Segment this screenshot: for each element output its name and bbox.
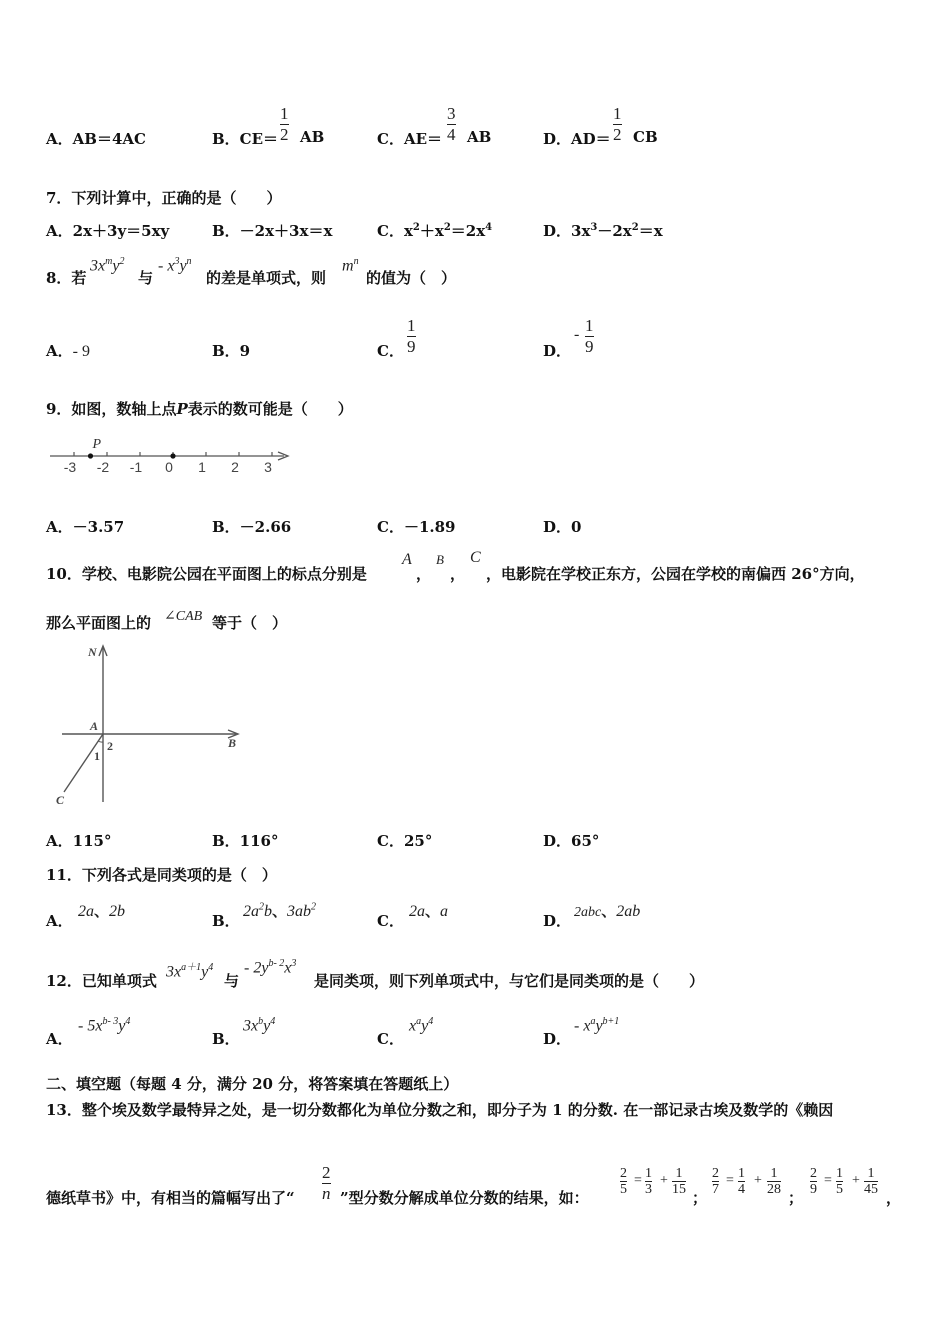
q8-m-power-n: $m^n$ [342,256,359,275]
q8-d-sign: - [574,326,580,343]
q10-line2-post: 等于（ ） [212,614,288,632]
tick-label: 3 [264,459,272,475]
label-2: 2 [107,739,113,753]
tick-label: -3 [63,459,77,475]
label-1: 1 [94,749,100,763]
tick-label: -1 [129,459,143,475]
q8-stem-prefix: 8．若 [46,269,87,287]
origin-dot [170,453,175,458]
ex1-plus: + [660,1173,668,1188]
q11-d-terms: 2abc、2ab [574,903,641,920]
q11-option-c[interactable]: C． [377,912,404,930]
ex2-frac-lhs: 2 7 [712,1166,719,1197]
q7-option-a[interactable]: A．2x＋3y＝5xy [46,222,170,240]
q6-c-fraction: $\frac{3}{4}$ [447,104,456,144]
q10-direction-figure [50,640,250,812]
label-a: A [90,719,99,733]
q8-option-b[interactable]: B．9 [212,342,251,360]
q10-point-c: C [470,549,481,566]
q9-option-d[interactable]: D．0 [543,518,582,536]
q10-comma-2: ， [450,565,466,583]
q12-option-d[interactable]: D． [543,1030,572,1048]
q10-point-b: B [436,552,444,567]
q10-option-a[interactable]: A．115° [46,832,112,850]
q6-c-tail: AB [467,128,492,146]
q10-stem-prefix: 10．学校、电影院公园在平面图上的标点分别是 [46,565,367,583]
point-p-dot [88,453,93,458]
q8-option-a[interactable]: A．- 9 [46,342,90,360]
ex1-eq: = [634,1173,642,1188]
q6-option-d[interactable]: D．AD＝ [543,130,611,148]
ex2-frac-b: 1 28 [767,1166,781,1197]
q9-option-a[interactable]: A．－3.57 [46,518,125,536]
q6-d-fraction: $\frac{1}{2}$ [613,104,622,144]
ex3-frac-lhs: 2 9 [810,1166,817,1197]
ex1-sep: ； [692,1189,708,1207]
label-b: B [228,736,237,750]
q9-number-line [44,432,300,480]
q12-stem-mid: 与 [224,972,240,990]
q8-option-c[interactable]: C． [377,342,404,360]
q6-option-a[interactable]: A．AB＝4AC [46,130,146,148]
ex2-frac-a: 1 4 [738,1166,745,1197]
ex3-plus: + [852,1173,860,1188]
q8-stem-post: 的差是单项式，则 [206,269,327,287]
ex1-frac-a: 1 3 [645,1166,652,1197]
q7-option-d[interactable]: D．$3x^3-2x^2=x$ [543,222,663,240]
q11-a-terms: 2a、2b [78,903,126,920]
q11-c-terms: 2a、a [409,903,449,920]
q13-2-over-n: $\frac{2}{n}$ [322,1163,331,1203]
tick-label: 0 [165,459,173,475]
q6-d-tail: CB [633,128,658,146]
q10-point-a: A [402,551,412,568]
q11-option-b[interactable]: B． [212,912,240,930]
q8-d-fraction: $\frac{1}{9}$ [585,316,594,356]
q12-term-2: - $2y^{b- 2}x^3$ [244,958,297,977]
q7-option-c[interactable]: C．$x^2+x^2=2x^4$ [377,222,493,240]
q10-angle: ∠CAB [164,609,203,624]
q13-line-2-prefix: 德纸草书》中，有相当的篇幅写出了“ [46,1189,295,1207]
q10-stem-post: ，电影院在学校正东方，公园在学校的南偏西 26°方向， [486,565,865,583]
point-p-label: P [92,437,102,452]
ex1-frac-b: 1 15 [672,1166,686,1197]
q12-stem-prefix: 12．已知单项式 [46,972,157,990]
q12-option-b[interactable]: B． [212,1030,240,1048]
q8-option-d[interactable]: D． [543,342,572,360]
q8-c-fraction: $\frac{1}{9}$ [407,316,416,356]
ex1-frac-lhs: 2 5 [620,1166,627,1197]
ex2-plus: + [754,1173,762,1188]
q13-line-2-post: ”型分数分解成单位分数的结果，如： [340,1189,589,1207]
q11-option-a[interactable]: A． [46,912,73,930]
q10-option-c[interactable]: C．25° [377,832,433,850]
q8-stem-end: 的值为（ ） [366,269,457,287]
q12-term-1: $3x^{a+1}y^4$ [166,962,214,981]
q12-d-term: - $x^ay^{b+1}$ [574,1016,620,1035]
ex3-frac-a: 1 5 [836,1166,843,1197]
q7-option-b[interactable]: B．－2x＋3x＝x [212,222,333,240]
q8-stem-mid: 与 [138,269,154,287]
q6-b-fraction: $\frac{1}{2}$ [280,104,289,144]
angle-arc [98,741,103,742]
ex3-frac-b: 1 45 [864,1166,878,1197]
q10-option-d[interactable]: D．65° [543,832,600,850]
q9-option-c[interactable]: C．－1.89 [377,518,456,536]
q6-option-b[interactable]: B．CE＝ [212,130,279,148]
q7-stem: 7．下列计算中，正确的是（ ） [46,189,282,207]
q9-stem: 9．如图，数轴上点P表示的数可能是（ ） [46,400,353,418]
q10-comma-1: ， [416,565,432,583]
q10-line2-prefix: 那么平面图上的 [46,614,152,632]
ex2-sep: ； [788,1189,804,1207]
q12-option-a[interactable]: A． [46,1030,73,1048]
q8-monomial-2: - $x^3y^n$ [158,256,192,275]
ray-ac [64,734,103,792]
q11-stem: 11．下列各式是同类项的是（ ） [46,866,277,884]
q13-line-1: 13．整个埃及数学最特异之处，是一切分数都化为单位分数之和，即分子为 1 的分数. 在一部记录古埃及数学的《赖因 [46,1101,834,1119]
q12-c-term: $x^ay^4$ [409,1016,434,1035]
tick-label: 2 [231,459,239,475]
q10-option-b[interactable]: B．116° [212,832,279,850]
q12-b-term: $3x^by^4$ [243,1016,276,1035]
q12-option-c[interactable]: C． [377,1030,404,1048]
tick-label: 1 [198,459,206,475]
q8-monomial-1: $3x^my^2$ [90,256,125,275]
label-n: N [88,645,97,659]
q6-option-c[interactable]: C．AE＝ [377,130,443,148]
q9-option-b[interactable]: B．－2.66 [212,518,292,536]
tick-label: -2 [96,459,110,475]
q12-stem-post: 是同类项，则下列单项式中，与它们是同类项的是（ ） [314,972,705,990]
q6-b-tail: AB [300,128,325,146]
section-2-title: 二、填空题（每题 4 分，满分 20 分，将答案填在答题纸上） [46,1075,459,1093]
ex2-eq: = [726,1173,734,1188]
ex3-eq: = [824,1173,832,1188]
ex3-end: ， [886,1189,902,1207]
q11-b-terms: $2a^2b$、$3ab^2$ [243,901,317,920]
q11-option-d[interactable]: D． [543,912,572,930]
q12-a-term: - $5x^{b- 3}y^4$ [78,1016,131,1035]
label-c: C [56,793,65,807]
